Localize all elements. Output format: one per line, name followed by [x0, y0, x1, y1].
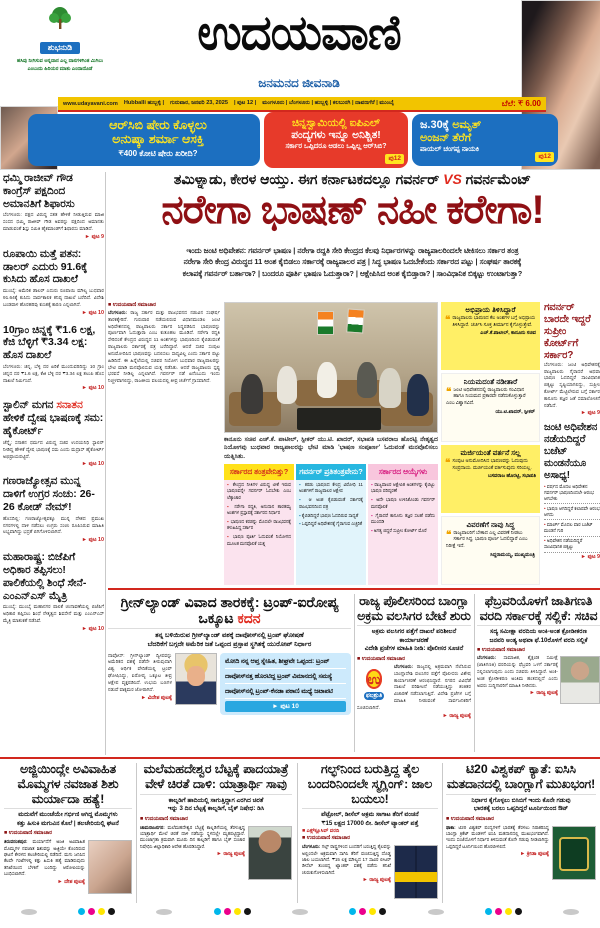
- bangladesh-crest-photo: [552, 826, 596, 880]
- india-flag-icon: [317, 311, 334, 335]
- quote-attribution: ಬಸವರಾಜ ಹೊರಟ್ಟಿ, ಸಭಾಪತಿ: [487, 473, 536, 480]
- page-jump-link[interactable]: ► ಪುಟ 9: [580, 410, 600, 417]
- masthead-tagline: ಜನಮನದ ಜೀವನಾಡಿ: [258, 76, 340, 90]
- person-silhouette: [277, 366, 297, 404]
- deck-line-2: ನರೇಗಾ ಸೇರಿ ಕೇಂದ್ರ ವಿರುದ್ಧದ 11 ಅಂಶ ಕೈಬಿಡಲು ಸರ್ಕಾರಕ್ಕೆ ರಾಜ್ಯಪಾಲರ ಪತ್ರ | ಸಿದ್ಧ ಭಾಷಣ ಓದಬೇಕೆಂದು ಸರ್ಕಾರದ ಪಟ್ಟು | ಸಂಘರ್ಷ ತಾರಕಕ್ಕೆ: [183, 257, 522, 267]
- person-silhouette: [379, 368, 401, 408]
- promo2-title-line1: ಚಿನ್ನಸ್ವಾಮಿಯಲ್ಲಿ ಐಪಿಎಲ್: [291, 117, 381, 129]
- exclusive-tag: ■ ಎಕ್ಸ್‌ಕ್ಲೂಸಿವ್ ವರದಿ: [302, 828, 340, 835]
- promo1-subtitle: ₹400 ಕೋಟಿ ಷೇರು ಖರೀದಿ?: [118, 148, 198, 158]
- article-deck: ಪೆಟ್ರೋಲ್, ಡೀಸೆಲ್ ಅಕ್ರಮ ಸಾಗಾಟ ತೆರಿಗೆ ವಂಚನೆ ₹15 ಲಕ್ಷದ 17000 ಲೀ. ಡೀಸೆಲ್ ಟ್ಯಾಂಕರ್ ಪತ್ತೆ: [302, 808, 438, 828]
- vs-label: VS: [443, 171, 462, 187]
- trump-photo: [175, 653, 217, 705]
- column-divider: [136, 763, 137, 903]
- quote-box-khader: [441, 373, 540, 443]
- page-jump-link[interactable]: ► ರಾಜ್ಯ ಪುಟಕ್ಕೆ: [216, 851, 245, 858]
- rail-body: ಚೆನ್ನೈ: ಸನಾತನ ಧರ್ಮದ ವಿರುದ್ಧ ಸಚಿವ ಉದಯನಿಧಿ ಸ್ಟಾಲಿನ್ ನೀಡಿದ್ದ ಹೇಳಿಕೆ ದ್ವೇಷ ಭಾಷಣಕ್ಕೆ ಸಮ ಎಂದು ಮದ್ರಾಸ್ ಹೈಕೋರ್ಟ್ ಅಭಿಪ್ರಾಯಪಟ್ಟಿದೆ.: [3, 439, 104, 459]
- article-deck: ನಿರ್ಧಾರ ಕೈಗೊಳ್ಳಲು ಬಿಸಿಬಿಗೆ ಇಂದು ಕೊನೇ ಗಡುವು ಭಾರತಕ್ಕೆ ಬರಲು ಒಪ್ಪದಿದ್ದರೆ ಟೂರ್ನಿಯಿಂದ ಔಟ್: [446, 794, 596, 814]
- rail-title: ರೂಪಾಯಿ ಮತ್ತೆ ಪತನ: ಡಾಲರ್ ಎದುರು 91.6ಕ್ಕೆ ಕುಸಿದು ಹೊಸ ದಾಖಲೆ: [3, 247, 88, 286]
- quote-box-horatti: [441, 445, 540, 513]
- deck-line-3: ಕಲಾಪಕ್ಕೆ ಗವರ್ನರ್ ಬರ್ತಾರಾ? | ಬಂದರೂ ಪೂರ್ತಿ ಭಾಷಣ ಓದುತ್ತಾರಾ? | ಆಕ್ಷೇಪಿಸಿದ ಅಂಶ ಕೈಬಿಡ್ತಾರಾ? | ಸಾಂವಿಧಾನಿಕ ಬಿಕ್ಕಟ್ಟು ಉಂಟಾಗುತ್ತಾ?: [182, 268, 523, 278]
- rail-title: ಧಮ್ಮಿ ರಾಜೀವ್ ಗೌಡ ಕಾಂಗ್ರೆಸ್ ಪಕ್ಷದಿಂದ ಅಮಾನತಿಗೆ ಶಿಫಾರಸು: [3, 172, 75, 210]
- udayavani-u-icon: ಉ: [367, 671, 381, 688]
- lead-dateline: ಬೆಂಗಳೂರು:: [108, 310, 131, 315]
- promo-ipl-chinnaswamy[interactable]: [264, 112, 408, 168]
- rail-item-stalin[interactable]: [3, 399, 104, 468]
- india-flag-icon: [346, 308, 365, 333]
- article-title: ಗ್ರೀನ್‌ಲ್ಯಾಂಡ್ ವಿವಾದ ತಾರಕಕ್ಕೆ: ಟ್ರಂಪ್-ಐರೋಪ್ಯ ಒಕ್ಕೂಟ ಕದನ: [120, 594, 339, 627]
- quote-text: ರಾಜ್ಯಪಾಲರು ಭಾಷಣದ ಕೆಲ ಅಂಶಗಳ ಬಗ್ಗೆ ಅಭಿಪ್ರಾಯ ತಿಳಿಸಿದ್ದಾರೆ. ಚರ್ಚಿಸಿ ಸೂಕ್ತ ತೀರ್ಮಾನ ಕೈಗೊಳ್ಳುತ್ತೇವೆ.: [452, 316, 536, 328]
- article-byline: ■ ಉದಯವಾಣಿ ಸಮಾಚಾರ: [477, 647, 526, 654]
- governor-meeting-photo: [224, 302, 438, 433]
- explainer-col-governor-counter: [296, 464, 366, 585]
- article-deck: ಕಾಲ್ನಡಿಗೆ ಹಾದಿಯಲ್ಲಿ ಸಾಗುತ್ತಿದ್ದಾಗ ಎರಗಿದ ಚಿರತೆ ಇನ್ನು 3 ದಿನ ಬೆಟ್ಟಕ್ಕೆ ಕಾಲ್ನಡಿಗೆ, ಬೈಕ್ ನಿಷೇಧ: ಡಿಸಿ: [140, 794, 292, 814]
- article-dateline: ಢಾಕಾ:: [446, 824, 459, 830]
- article-supreme-court[interactable]: [544, 302, 600, 417]
- lead-kicker: [108, 171, 597, 188]
- article-dateline: ಬೆಂಗಳೂರು:: [302, 844, 322, 850]
- promo3-subtitle: ಪಾಯಲ್ ಚಂಗಪ್ಪ ನಾಯಕಿ: [420, 146, 479, 154]
- article-dateline: ತಿರುವನಂತಪುರ:: [4, 839, 33, 845]
- title-highlight: ಕದನ: [237, 610, 261, 627]
- page-jump-link[interactable]: ► ರಾಜ್ಯ ಪುಟಕ್ಕೆ: [529, 690, 558, 697]
- rail-title: ಸ್ಟಾಲಿನ್ ಮಗನ ಸನಾತನ ಹೇಳಿಕೆ ದ್ವೇಷ ಭಾಷಣಕ್ಕೆ ಸಮ: ಹೈಕೋರ್ಟ್: [3, 399, 104, 438]
- explainer-bullets: ▪ ಕರಡು ಭಾಷಣದ ಕೇಂದ್ರ ವಿರೋಧಿ 11 ಅಂಶಗಳಿಗೆ ರಾಜ್ಯಪಾಲರ ಆಕ್ಷೇಪ ▪ ಆ ಅಂಶ ಕೈಬಿಡುವಂತೆ ಸರ್ಕಾರಕ್ಕೆ ರಾಜಭವನದಿಂದ ಪತ್ರ ▪ ಕೈಬಿಡದಿದ್ದರೆ ಭಾಷಣ ಓದದಿರುವ ಸಾಧ್ಯತೆ ▪ ಒಪ್ಪದಿದ್ದರೆ ಅಧಿವೇಶನಕ್ಕೆ ಗೈರಾಗುವ ಎಚ್ಚರಿಕೆ: [296, 480, 366, 585]
- quote-attribution: ಸಿದ್ದರಾಮಯ್ಯ, ಮುಖ್ಯಮಂತ್ರಿ: [490, 551, 535, 558]
- quote-icon: ❝: [445, 315, 451, 327]
- promo1-title-line1: ಆರ್‌ಸಿಬಿ ಷೇರು ಕೊಳ್ಳಲು: [109, 118, 207, 132]
- registration-ellipse: [21, 909, 37, 915]
- quote-text: ಜಂಟಿ ಅಧಿವೇಶನದಲ್ಲಿ ರಾಜ್ಯಪಾಲರು ಸಂವಿಧಾನ ಹಾಗೂ ನಿಯಮದ ಪ್ರಕಾರವೇ ನಡೆದುಕೊಳ್ಳುತ್ತಾರೆ ಎಂಬ ವಿಶ್ವಾಸವಿದೆ.: [446, 387, 526, 406]
- panel-item: ದಾವೋಸ್‌ನತ್ತ ಹೊರಟಿದ್ದ ಟ್ರಂಪ್ ವಿಮಾನದಲ್ಲಿ ಸಮಸ್ಯೆ: [225, 671, 346, 684]
- greenland-fact-panel: [220, 653, 351, 716]
- lead-story-text: [108, 302, 220, 585]
- column-divider: [297, 763, 298, 903]
- lead-body: ರಾಜ್ಯ ಸರ್ಕಾರ ಮತ್ತು ರಾಜಭವನದ ನಡುವಿನ ಸಂಘರ್ಷ ತಾರಕಕ್ಕೇರಿದೆ. ಗುರುವಾರ ನಡೆಯಲಿರುವ ವಿಧಾನಮಂಡಲ ಜಂಟಿ ಅಧಿವೇಶನದಲ್ಲಿ ರಾಜ್ಯಪಾಲರು ಸರ್ಕಾರ ಸಿದ್ಧಪಡಿಸಿದ ಭಾಷಣವನ್ನು ಪೂರ್ಣವಾಗಿ ಓದುತ್ತಾರಾ ಎಂಬ ಕುತೂಹಲ ಮೂಡಿದೆ. ನರೇಗಾ ರದ್ದತಿ ಸೇರಿದಂತೆ ಕೇಂದ್ರದ ವಿರುದ್ಧದ 11 ಅಂಶಗಳನ್ನು ಭಾಷಣದಿಂದ ಕೈಬಿಡುವಂತೆ ರಾಜ್ಯಪಾಲರು ಸರ್ಕಾರಕ್ಕೆ ಪತ್ರ ಬರೆದಿದ್ದಾರೆ. ಆದರೆ ಸಚಿವ ಸಂಪುಟ ಅನುಮೋದಿಸಿದ ಭಾಷಣವನ್ನು ಬದಲಿಸಲು ಸಾಧ್ಯವಿಲ್ಲ ಎಂದು ಸರ್ಕಾರ ಪಟ್ಟು ಹಿಡಿದಿದೆ. ಈ ಹಿನ್ನೆಲೆಯಲ್ಲಿ ಸಚಿವರ ನಿಯೋಗ ಬುಧವಾರ ರಾಜ್ಯಪಾಲರನ್ನು ಭೇಟಿ ಮಾಡಿ ಮನವೊಲಿಸುವ ಯತ್ನ ನಡೆಸಿತು. ಆದರೆ ರಾಜ್ಯಪಾಲರು ಸ್ಪಷ್ಟ ಭರವಸೆ ನೀಡಿಲ್ಲ ಎನ್ನಲಾಗಿದೆ. ಗವರ್ನರ್ ನಡೆ ಏನೆಂಬುದು ಇಂದು ನಿಚ್ಚಳವಾಗಲಿದ್ದು, ರಾಜಕೀಯ ವಲಯದಲ್ಲಿ ತೀವ್ರ ಚರ್ಚೆಗೆ ಗ್ರಾಸವಾಗಿದೆ.: [108, 310, 220, 384]
- quote-text: ರಾಜ್ಯಪಾಲರಿಗೆ ಬೇಕಾದ ಎಲ್ಲ ವಿವರಣೆ ನೀಡಲು ಸರ್ಕಾರ ಸಿದ್ಧ. ಭಾಷಣ ಪೂರ್ಣ ಓದಲಿದ್ದಾರೆ ಎಂಬ ನಿರೀಕ್ಷೆ ಇದೆ.: [446, 530, 528, 549]
- person-silhouette: [357, 362, 377, 398]
- reaction-quotes-column: [441, 302, 540, 585]
- quote-headline: ಮರ್ಜಿಯಂತೆ ವರ್ತನೆ ಸಲ್ಲ: [460, 448, 521, 457]
- rail-body: ಹೊಸದಿಲ್ಲಿ: ಗಣರಾಜ್ಯೋತ್ಸವಕ್ಕೂ ಮುನ್ನ ದೇಶದ ಪ್ರಮುಖ ನಗರಗಳಲ್ಲಿ ದಾಳಿ ನಡೆಸಲು ಉಗ್ರರು ಸಂಚು ರೂಪಿಸಿರುವ ಮಾಹಿತಿ ಲಭ್ಯವಾಗಿದ್ದು ಭದ್ರತೆ ಬಿಗಿಗೊಳಿಸಲಾಗಿದೆ.: [3, 515, 104, 535]
- tree-logo-icon: [47, 19, 73, 36]
- section-divider: [108, 588, 600, 590]
- column-divider: [442, 763, 443, 903]
- article-title: ಅಜ್ಜಿಯಿಂದ್ಲೇ ಅವಿವಾಹಿತ ಮೊಮ್ಮಗಳ ನವಜಾತ ಶಿಶು ಮರ್ಯಾದಾ ಹತ್ಯೆ!: [17, 762, 119, 806]
- page-jump-link[interactable]: ► ರಾಜ್ಯ ಪುಟಕ್ಕೆ: [362, 877, 391, 884]
- article-dateline: ಚಾಮರಾಜನಗರ:: [140, 824, 168, 830]
- victim-photo: [248, 826, 292, 880]
- right-news-rail: [544, 302, 600, 585]
- page-jump-link[interactable]: ► ಕ್ರೀಡಾ ಪುಟಕ್ಕೆ: [519, 851, 549, 858]
- left-news-rail: [3, 172, 104, 755]
- explainer-header: ಸರ್ಕಾರದ ತಂತ್ರವೇನಿತ್ತು?: [224, 464, 294, 480]
- lead-headline: ನರೇಗಾ ಭಾಷಣ್ ನಹೀ ಕರೇಗಾ!: [161, 188, 544, 232]
- registration-ellipse: [428, 909, 444, 915]
- page-jump-link[interactable]: ► ಪುಟ 10: [225, 701, 346, 712]
- article-body: ಮಲೆಮಹದೇಶ್ವರ ಬೆಟ್ಟಕ್ಕೆ ಕಾಲ್ನಡಿಗೆಯಲ್ಲಿ ತೆರಳುತ್ತಿದ್ದ ಯಾತ್ರಾರ್ಥಿ ಮೇಲೆ ಚಿರತೆ ದಾಳಿ ನಡೆಸಿದ್ದು ಸ್ಥಳದಲ್ಲೇ ಮೃತಪಟ್ಟಿದ್ದಾರೆ. ಮುಂಜಾಗ್ರತಾ ಕ್ರಮವಾಗಿ ಮೂರು ದಿನ ಕಾಲ್ನಡಿಗೆ ಹಾಗೂ ಬೈಕ್ ಸಂಚಾರ ನಿಷೇಧಿಸಿ ಜಿಲ್ಲಾಧಿಕಾರಿ ಆದೇಶ ಹೊರಡಿಸಿದ್ದಾರೆ.: [140, 824, 246, 849]
- quote-box-patil: [441, 302, 540, 370]
- quote-headline: ವಿವರಣೆಗೆ ನಾವು ಸಿದ್ಧ: [466, 519, 515, 529]
- article-byline: ■ ಉದಯವಾಣಿ ಸಮಾಚಾರ: [446, 815, 495, 822]
- article-body: ಬೆಂಗಳೂರು: ಜಂಟಿ ಅಧಿವೇಶನಕ್ಕೆ ರಾಜ್ಯಪಾಲರು ಗೈರಾದರೆ ಅಥವಾ ಭಾಷಣ ಓದದಿದ್ದರೆ ಸಾಂವಿಧಾನಿಕ ಬಿಕ್ಕಟ್ಟು ಸೃಷ್ಟಿಯಾಗಲಿದ್ದು, ಸುಪ್ರೀಂ ಕೋರ್ಟ್ ಮೆಟ್ಟಿಲೇರುವ ಬಗ್ಗೆ ಸರ್ಕಾರ ಕಾನೂನು ತಜ್ಞರ ಜತೆ ಸಮಾಲೋಚನೆ ನಡೆಸಿದೆ.: [544, 361, 600, 408]
- registration-ellipse: [156, 909, 172, 915]
- print-registration-marks: [0, 908, 600, 915]
- cmyk-dots: [485, 908, 522, 915]
- promo2-title-line2: ಪಂದ್ಯಗಳು ಇನ್ನೂ ಅನಿಶ್ಚಿತ!: [291, 129, 381, 142]
- page-jump-link[interactable]: ► ಪುಟ 10: [81, 537, 104, 544]
- article-title: ಟಿ20 ವಿಶ್ವಕಪ್ ಕ್ಯಾತೆ: ಐಸಿಸಿ ಮತದಾನದಲ್ಲಿ ಬಾಂಗ್ಲಾಗೆ ಮುಖಭಂಗ!: [446, 762, 596, 791]
- rail-body: ಬೆಂಗಳೂರು: ಪಕ್ಷದ ವಿರುದ್ಧ ಸತತ ಹೇಳಿಕೆ ನೀಡುತ್ತಿರುವ ಮಾಜಿ ಸಂಸದ ಧಮ್ಮಿ ರಾಜೀವ್ ಗೌಡ ಅವರನ್ನು ಪಕ್ಷದಿಂದ ಅಮಾನತು ಮಾಡುವಂತೆ ಶಿಸ್ತು ಸಮಿತಿ ಹೈಕಮಾಂಡ್‌ಗೆ ಶಿಫಾರಸು ಮಾಡಿದೆ.: [3, 212, 104, 232]
- rail-item-rupee[interactable]: [3, 248, 104, 317]
- kicker-pre: ತಮಿಳ್ನಾಡು, ಕೇರಳ ಆಯ್ತು. ಈಗ ಕರ್ನಾಟಕದಲ್ಲೂ ಗವರ್ನರ್: [173, 171, 444, 187]
- page-jump-link[interactable]: ► ವಿದೇಶ ಪುಟಕ್ಕೆ: [140, 694, 172, 701]
- page-jump-link[interactable]: ► ದೇಶ ಪುಟಕ್ಕೆ: [57, 878, 85, 885]
- article-title: ಫೆಬ್ರವರಿಯೊಳಗೆ ಜಾತಿಗಣತಿ ವರದಿ ಸರ್ಕಾರಕ್ಕೆ ಸಲ್ಲಿಕೆ: ಸಚಿವ: [479, 594, 598, 623]
- article-leopard-attack[interactable]: [140, 762, 292, 905]
- section-divider: [0, 757, 600, 759]
- article-bullets: • ವರ್ಷದ ಮೊದಲ ಅಧಿವೇಶನ ಗವರ್ನರ್ ಭಾಷಣದಿಂದಲೇ ಆರಂಭ ಆಗಬೇಕು • ಭಾಷಣ ಆಗದಿದ್ದರೆ ಕಲಾಪವೇ ಆರಂಭ ಆಗದು • ಮಾರ್ಚ್ ಮೊದಲ ವಾರ ಬಜೆಟ್ ಮಂಡನೆ ಗುರಿ • ಅಧಿವೇಶನ ನಡೆಯದಿದ್ದರೆ ಸಾಂವಿಧಾನಿಕ ಬಿಕ್ಕಟ್ಟು: [544, 482, 600, 553]
- article-t20-worldcup[interactable]: [446, 762, 596, 905]
- explainer-bullets: ▪ ಕೇಂದ್ರದ ನೀತಿಗಳ ವಿರುದ್ಧ ಟೀಕೆ ಇರುವ ಭಾಷಣವನ್ನೇ ಗವರ್ನರ್ ಓದಬೇಕು ಎಂಬ ಲೆಕ್ಕಾಚಾರ ▪ ನರೇಗಾ ರದ್ದತಿ, ಅನುದಾನ ತಾರತಮ್ಯ ಅಂಶಗಳ ಪ್ರಸ್ತಾಪಕ್ಕೆ ಸರ್ಕಾರದ ನಿರ್ಧಾರ ▪ ಭಾಷಣದ ಕರಡನ್ನು ಮೊದಲೇ ರಾಜಭವನಕ್ಕೆ ಕಳುಹಿಸಿದ್ದ ಸರ್ಕಾರ ▪ ಭಾಷಣ ಪೂರ್ತಿ ಓದುವಂತೆ ನಿಯೋಗದ ಮೂಲಕ ಮನವೊಲಿಕೆ ಯತ್ನ: [224, 480, 294, 585]
- quote-text: ಸಂಪುಟ ಅನುಮೋದಿಸಿದ ಭಾಷಣವನ್ನು ಓದುವುದು ಸಂಪ್ರದಾಯ. ಮರ್ಜಿಯಂತೆ ವರ್ತಿಸುವುದು ಸರಿಯಲ್ಲ.: [452, 459, 532, 471]
- promo-anushka-rcb[interactable]: [28, 114, 260, 166]
- rail-body: ಮುಂಬೈ: ಮುಂಬೈ ಮಹಾನಗರ ಪಾಲಿಕೆ ಚುನಾವಣೆಯಲ್ಲಿ ಬಿಜೆಪಿಗೆ ಅಧಿಕಾರ ತಪ್ಪಿಸಲು ಶಿಂಧೆ ನೇತೃತ್ವದ ಶಿವಸೇನೆ ಮತ್ತು ಎಂಎನ್‌ಎಸ್ ಮೈತ್ರಿ ಮಾತುಕತೆ ನಡೆಸಿವೆ.: [3, 604, 104, 623]
- explainer-bullets: ▪ ರಾಜ್ಯಪಾಲರ ಆಕ್ಷೇಪಿತ ಅಂಶಗಳನ್ನು ಕೈಬಿಟ್ಟು ಭಾಷಣ ಪರಿಷ್ಕರಣೆ ▪ ಅದೇ ಭಾಷಣ ಉಳಿಸಿಕೊಂಡು ಗವರ್ನರ್ ಮನವೊಲಿಕೆ ▪ ಗೈರಾದರೆ ಕಾನೂನು ತಜ್ಞರ ಸಲಹೆ ಪಡೆದು ಮುಂದಡಿ ▪ ಅಗತ್ಯ ಬಿದ್ದರೆ ಸುಪ್ರೀಂ ಕೋರ್ಟ್ ಮೊರೆ: [368, 480, 438, 585]
- page-jump-link[interactable]: ► ಪುಟ 10: [81, 625, 104, 632]
- article-deck: ಸದ್ಯ ಸಮೀಕ್ಷಾ ವರದಿಯ ಅಂಕಿ-ಅಂಶ ಕ್ರೋಡೀಕರಣ ಜನವರಿ ಅಂತ್ಯ ಅಥವಾ ಫೆ.10ರೊಳಗೆ ವರದಿ ಸಲ್ಲಿಕೆ: [477, 625, 600, 645]
- panel-item: ಮೋದಿ ನನ್ನ ಆಪ್ತ ಸ್ನೇಹಿತ, ಶೀಘ್ರವೇ ಒಪ್ಪಂದ: ಟ್ರಂಪ್: [225, 656, 346, 669]
- promo1-title-line2: ಅನುಷ್ಕಾ ಶರ್ಮಾ ಆಸಕ್ತಿ: [112, 132, 204, 147]
- promo2-page-badge[interactable]: ಪು12: [385, 154, 404, 164]
- explainer-box: [224, 464, 438, 585]
- quote-box-text: ಹಸಿವು ನೀಗಿಸುವ ಅನ್ನದಾನ ಎಲ್ಲ ದಾನಗಳಿಗಿಂತ ಮಿಗಿಲು ಎಂಬುದು ಹಿರಿಯರ ಮಾತು ಎಂದಾದೊಡೆ: [16, 58, 104, 72]
- daily-quote-box: [8, 6, 112, 98]
- lead-byline: ■ ಉದಯವಾಣಿ ಸಮಾಚಾರ: [108, 302, 157, 308]
- registration-ellipse: [563, 909, 579, 915]
- column-divider: [474, 594, 475, 752]
- article-caste-census[interactable]: [477, 594, 600, 752]
- article-title: ಗವರ್ನರ್ ಬಾರದೇ ಇದ್ದರೆ ಸುಪ್ರೀಂ ಕೋರ್ಟ್‌ಗೆ ಸರ್ಕಾರ?: [544, 302, 591, 361]
- lead-deck: [108, 245, 597, 279]
- minister-photo: [560, 656, 600, 704]
- website-link[interactable]: www.udayavani.com: [63, 100, 118, 107]
- article-oil-smuggling[interactable]: [302, 762, 438, 905]
- article-deck: ಮದುವೆಗೆ ಮುಂಚೆಯೇ ಗರ್ಭಿಣಿ ಆಗಿದ್ದ ಮೊಮ್ಮಗಳು ಕತ್ತು ಹಿಸುಕಿ ಮಗುವಿನ ಕೊಲೆ | ತಲಚೇರಿಯಲ್ಲಿ ಘಟನೆ: [4, 808, 132, 828]
- article-title: ಜಂಟಿ ಅಧಿವೇಶನ ನಡೆಯದಿದ್ದರೆ ಬಜೆಟ್ ಮಂಡನೆಯೂ ಅಸಾಧ್ಯ!: [544, 422, 598, 482]
- phalashruti-badge: [357, 666, 391, 701]
- article-body: ಗಲ್ಫ್ ರಾಷ್ಟ್ರಗಳಿಂದ ಬಂದರಿಗೆ ಬರುತ್ತಿದ್ದ ತೈಲವನ್ನು ಅಲ್ಲಿಂದಲೇ ಅಕ್ರಮವಾಗಿ ಸಾಗಿಸಿ ತೆರಿಗೆ ವಂಚಿಸುತ್ತಿದ್ದ ದೊಡ್ಡ ಜಾಲ ಬಯಲಾಗಿದೆ. ₹15 ಲಕ್ಷ ಮೌಲ್ಯದ 17 ಸಾವಿರ ಲೀಟರ್ ಡೀಸೆಲ್ ತುಂಬಿದ್ದ ಟ್ಯಾಂಕರ್ ವಶಕ್ಕೆ ಪಡೆದು ತನಿಖೆ ಚುರುಕುಗೊಳಿಸಲಾಗಿದೆ.: [302, 844, 391, 875]
- article-deck: ತನ್ನ ಬಳಿಯಿರುವ ಗ್ರೀನ್‌ಲ್ಯಾಂಡ್ ವಶಕ್ಕೆ ದಾವೋಸ್‌ನಲ್ಲಿ ಟ್ರಂಪ್ ಘೋಷಣೆ ಬೆದರಿಕೆಗೆ ಬಗ್ಗದೇ ಅಮೆರಿಕ ಜತೆ ಒಪ್ಪಂದ ಪ್ರಸ್ತಾಪ ಸ್ಥಗಿತಕ್ಕೆ ಯುರೋಪ್ ನಿರ್ಧಾರ: [108, 628, 351, 649]
- article-body: ದಾವೋಸ್: ಗ್ರೀನ್‌ಲ್ಯಾಂಡ್ ದ್ವೀಪವನ್ನು ಅಮೆರಿಕದ ವಶಕ್ಕೆ ಪಡೆದೇ ತೀರುವುದಾಗಿ ವಿಶ್ವ ಆರ್ಥಿಕ ವೇದಿಕೆಯಲ್ಲಿ ಟ್ರಂಪ್ ಘೋಷಿಸಿದ್ದು, ಐರೋಪ್ಯ ಒಕ್ಕೂಟ ತೀವ್ರ ಆಕ್ಷೇಪ ವ್ಯಕ್ತಪಡಿಸಿದೆ. ಉಭಯ ಬಣಗಳ ನಡುವೆ ವಾಕ್ಸಮರ ಜೋರಾಗಿದೆ.: [108, 652, 172, 692]
- masthead-title: ಉದಯವಾಣಿ: [197, 7, 401, 60]
- article-body: ಸಾಮಾಜಿಕ, ಶೈಕ್ಷಣಿಕ ಸಮೀಕ್ಷೆ (ಜಾತಿಗಣತಿ) ವರದಿಯನ್ನು ಫೆಬ್ರವರಿ ಒಳಗೆ ಸರ್ಕಾರಕ್ಕೆ ಸಲ್ಲಿಸಲಾಗುವುದು ಎಂದು ಸಚಿವರು ತಿಳಿಸಿದ್ದಾರೆ. ಅಂಕಿ-ಅಂಶ ಕ್ರೋಡೀಕರಣ ಅಂತಿಮ ಹಂತದಲ್ಲಿದೆ ಎಂದು ಅವರು ಸುದ್ದಿಗಾರರಿಗೆ ಮಾಹಿತಿ ನೀಡಿದರು.: [477, 655, 559, 688]
- article-dateline: ಬೆಂಗಳೂರು:: [477, 655, 504, 661]
- article-byline: ■ ಉದಯವಾಣಿ ಸಮಾಚಾರ: [357, 656, 406, 663]
- column-divider: [354, 594, 355, 752]
- rail-title: ಮಹಾರಾಷ್ಟ್ರ: ಬಿಜೆಪಿಗೆ ಅಧಿಕಾರ ತಪ್ಪಿಸಲು! ಪಾಲಿಕೆಯಲ್ಲಿ ಶಿಂಧೆ ಸೇನೆ-ಎಂಎನ್‌ಎಸ್ ಮೈತ್ರಿ: [3, 551, 87, 602]
- promo-movie-release[interactable]: [412, 114, 558, 166]
- article-byline: ■ ಉದಯವಾಣಿ ಸಮಾಚಾರ: [140, 815, 189, 822]
- explainer-col-govt-options: [368, 464, 438, 585]
- deck-line-1: ಇಂದು ಜಂಟಿ ಅಧಿವೇಶನ: ಗವರ್ನರ್ ಭಾಷಣ | ನರೇಗಾ ರದ್ದತಿ ಸೇರಿ ಕೇಂದ್ರದ ಕೆಲವು ನಿರ್ಧಾರಗಳನ್ನು ರಾಜ್ಯಪಾಲರಿಂದಲೇ ಟೀಕಿಸಲು ಸರ್ಕಾರ ತಂತ್ರ: [186, 246, 519, 255]
- page-jump-link[interactable]: ► ಪುಟ 9: [84, 233, 104, 240]
- quote-box-label: ಶುಭನುಡಿ: [40, 42, 80, 54]
- rail-title: 10ಗ್ರಾಂ ಚಿನ್ನಕ್ಕೆ ₹1.6 ಲಕ್ಷ, ಕೆಜಿ ಬೆಳ್ಳಿಗೆ ₹3.34 ಲಕ್ಷ: ಹೊಸ ದಾಖಲೆ: [3, 323, 96, 362]
- rail-divider: [105, 172, 106, 755]
- rail-item-gold[interactable]: [3, 324, 104, 393]
- quote-icon: ❝: [446, 386, 452, 398]
- article-title: ರಾಜ್ಯ ಪೊಲೀಸರಿಂದ ಬಾಂಗ್ಲಾ ಅಕ್ರಮ ವಲಸಿಗರ ಬೇಟೆ ಶುರು: [357, 594, 471, 623]
- article-body: ಮರ್ಯಾದೆಗೆ ಅಂಜಿ ಅವಿವಾಹಿತ ಮೊಮ್ಮಗಳ ನವಜಾತ ಶಿಶುವನ್ನು ಅಜ್ಜಿಯೇ ಕೊಂದಿರುವ ಘಟನೆ ಕೇರಳದ ತಲಚೇರಿಯಲ್ಲಿ ನಡೆದಿದೆ. ಮಗು ಜನಿಸಿದ ಕೆಲವೇ ಗಂಟೆಗಳಲ್ಲಿ ಕತ್ತು ಹಿಸುಕಿ ಹತ್ಯೆ ಮಾಡಿರುವುದು ತನಿಖೆಯಿಂದ ಬೆಳಕಿಗೆ ಬಂದಿದ್ದು ಆರೋಪಿಯನ್ನು ಬಂಧಿಸಲಾಗಿದೆ.: [4, 839, 85, 877]
- price-label: ಬೆಲೆ: ₹ 6.00: [501, 98, 541, 108]
- quote-attribution: ಯು.ಟಿ.ಖಾದರ್, ಸ್ಪೀಕರ್: [495, 408, 535, 415]
- article-body: ರಾಜ್ಯದಲ್ಲಿ ಅಕ್ರಮವಾಗಿ ನೆಲೆಸಿರುವ ಬಾಂಗ್ಲಾದೇಶಿ ವಲಸಿಗರ ಪತ್ತೆಗೆ ಪೊಲೀಸರು ವಿಶೇಷ ಕಾರ್ಯಾಚರಣೆ ಆರಂಭಿಸಿದ್ದಾರೆ. ನಗರದ ವಿವಿಧೆಡೆ ದಾಖಲೆ ಪರಿಶೀಲನೆ ನಡೆಯುತ್ತಿದ್ದು ಶಂಕಿತರ ವಿಚಾರಣೆ ನಡೆಸಲಾಗುತ್ತಿದೆ. ವಿದೇಶಿ ಪ್ರಜೆಗಳ ಬಗ್ಗೆ ಮಾಹಿತಿ ನೀಡುವಂತೆ ಸಾರ್ವಜನಿಕರಿಗೆ ಸೂಚಿಸಲಾಗಿದೆ.: [357, 664, 471, 710]
- quote-box-cm: [441, 516, 540, 586]
- article-deck: ಅಕ್ರಮ ವಲಸಿಗರ ಪತ್ತೆಗೆ ದಾಖಲೆ ಪರಿಶೀಲನೆ ಕಾರ್ಯಾಚರಣೆ ವಿದೇಶಿ ಪ್ರಜೆಗಳ ಮಾಹಿತಿ ನೀಡಿ: ಪೊಲೀಸರ ಸೂಚನೆ: [357, 625, 471, 654]
- rail-body: ಮುಂಬೈ: ಅಮೆರಿಕ ಡಾಲರ್ ಎದುರು ರೂಪಾಯಿ ಮೌಲ್ಯ ಬುಧವಾರ 91.64ಕ್ಕೆ ಕುಸಿದು ಸಾರ್ವಕಾಲಿಕ ಕನಿಷ್ಠ ದಾಖಲೆ ಬರೆದಿದೆ. ವಿದೇಶಿ ಬಂಡವಾಳ ಹೊರಹರಿವು ಕುಸಿತಕ್ಕೆ ಕಾರಣ ಎನ್ನಲಾಗಿದೆ.: [3, 288, 104, 307]
- baby-photo: [88, 840, 132, 894]
- article-byline: ■ ಉದಯವಾಣಿ ಸಮಾಚಾರ: [4, 830, 53, 837]
- article-dateline: ಬೆಂಗಳೂರು:: [394, 664, 417, 670]
- explainer-col-govt-plan: [224, 464, 294, 585]
- person-silhouette: [241, 374, 263, 414]
- person-silhouette: [317, 362, 337, 398]
- page-jump-link[interactable]: ► ಪುಟ 10: [81, 385, 104, 392]
- article-greenland[interactable]: [108, 594, 351, 752]
- quote-headline: ನಿಯಮದಂತೆ ನಡೀತಾರೆ: [463, 376, 518, 386]
- article-byline: ■ ಉದಯವಾಣಿ ಸಮಾಚಾರ: [302, 835, 351, 842]
- panel-item: ದಾವೋಸ್‌ನಲ್ಲಿ ಟ್ರಂಪ್-ಕೆನಡಾ ಪಠಾಣಿ ಮಧ್ಯೆ ಜಟಾಪಟಿ: [225, 686, 346, 699]
- rail-title: ಗಣರಾಜ್ಯೋತ್ಸವ ಮುನ್ನ ದಾಳಿಗೆ ಉಗ್ರರ ಸಂಚು: 26-26 ಕೋಡ್ ನೇಮ್!: [3, 475, 95, 513]
- article-title: ಮಲೆಮಹದೇಶ್ವರ ಬೆಟ್ಟಕ್ಕೆ ಪಾದಯಾತ್ರೆ ವೇಳೆ ಚಿರತೆ ದಾಳಿ: ಯಾತ್ರಾರ್ಥಿ ಸಾವು: [143, 762, 289, 791]
- photo-caption: ಕಾನೂನು ಸಚಿವ ಎಚ್.ಕೆ. ಪಾಟೀಲ್, ಸ್ಪೀಕರ್ ಯು.ಟಿ. ಖಾದರ್, ಸಭಾಪತಿ ಬಸವರಾಜ ಹೊರಟ್ಟಿ ನೇತೃತ್ವದ ನಿಯೋಗವು ಬುಧವಾರ ರಾಜ್ಯಪಾಲರನ್ನು ಭೇಟಿ ಮಾಡಿ 'ಭಾಷಣ ಸಂಪೂರ್ಣ' ಓದುವಂತೆ ಮನವೊಲಿಸಲು ಯತ್ನಿಸಿತು.: [224, 436, 438, 460]
- rail-body: ಬೆಂಗಳೂರು: ಚಿನ್ನ, ಬೆಳ್ಳಿ ದರ ಏರಿಕೆ ಮುಂದುವರಿದಿದ್ದು 10 ಗ್ರಾಂ ಚಿನ್ನದ ದರ ₹1.6 ಲಕ್ಷ, ಕೆಜಿ ಬೆಳ್ಳಿ ದರ ₹3.34 ಲಕ್ಷ ತಲುಪಿ ಹೊಸ ದಾಖಲೆ ನಿರ್ಮಿಸಿದೆ.: [3, 364, 104, 383]
- table-shape: [297, 408, 381, 430]
- cmyk-dots: [214, 908, 251, 915]
- quote-icon: ❝: [445, 458, 451, 470]
- issue-date: ಗುರುವಾರ, ಜನವರಿ 23, 2025: [170, 100, 228, 106]
- person-silhouette: [407, 374, 429, 416]
- phalashruti-label: ಫಲಶ್ರುತಿ: [365, 693, 383, 700]
- quote-icon: ❝: [446, 529, 452, 541]
- promo2-subtitle: ಸರ್ಕಾರ ಒಪ್ಪಿದರೂ ಆಡಲು ಒಪ್ಪಿಲ್ಲ ಆರ್‌ಸಿಬಿ?: [285, 143, 387, 151]
- quote-attribution: ಎಚ್.ಕೆ.ಪಾಟೀಲ್, ಕಾನೂನು ಸಚಿವ: [480, 330, 536, 337]
- page-jump-link[interactable]: ► ಪುಟ 10: [81, 461, 104, 468]
- rail-item-maharashtra[interactable]: [3, 551, 104, 633]
- kicker-post: ಗವರ್ನಮೆಂಟ್: [461, 171, 532, 187]
- promo3-page-badge[interactable]: ಪು12: [535, 152, 554, 162]
- page-jump-link[interactable]: ► ಪುಟ 10: [81, 309, 104, 316]
- oil-tanker-photo: [394, 845, 438, 899]
- promo3-title-name: ಅಮೃತ್: [452, 119, 482, 131]
- article-title: ಗಲ್ಫ್‌ನಿಂದ ಬರುತ್ತಿದ್ದ ತೈಲ ಬಂದರಿನಿಂದಲೇ ಸ್ಮಗ್ಲಿಂಗ್: ಜಾಲ ಬಯಲು!: [307, 762, 433, 806]
- cmyk-dots: [78, 908, 115, 915]
- article-body: ಟಿ20 ವಿಶ್ವಕಪ್ ಪಂದ್ಯಗಳಿಗೆ ಭಾರತಕ್ಕೆ ತೆರಳಲು ನಿರಾಕರಿಸಿದ್ದ ಬಾಂಗ್ಲಾ ಕ್ರಿಕೆಟ್ ಮಂಡಳಿಗೆ ಐಸಿಸಿ ಮತದಾನದಲ್ಲಿ ಮುಖಭಂಗವಾಗಿದೆ. ಇಂದು ಸಂಜೆಯೊಳಗೆ ನಿರ್ಧಾರ ತಿಳಿಸುವಂತೆ ಕೊನೇ ಗಡುವು ನೀಡಲಾಗಿದ್ದು ಒಪ್ಪದಿದ್ದರೆ ಟೂರ್ನಿಯಿಂದ ಹೊರಬೀಳಲಿದೆ.: [446, 824, 549, 849]
- rail-item-suspension[interactable]: [3, 172, 104, 241]
- article-honour-killing[interactable]: [4, 762, 132, 905]
- registration-ellipse: [292, 909, 308, 915]
- cmyk-dots: [349, 908, 386, 915]
- page-count: | ಪುಟ 12 |: [233, 100, 257, 106]
- quote-headline: ಅಭಿಪ್ರಾಯ ತಿಳಿಸಿದ್ದಾರೆ: [465, 305, 516, 314]
- dateline-strip: [58, 97, 546, 112]
- edition-cities: ಮಂಗಳೂರು | ಬೆಂಗಳೂರು | ಹುಬ್ಬಳ್ಳಿ | ಕಲಬುರಗಿ | ದಾವಣಗೆರೆ | ಮುಂಬೈ: [262, 100, 394, 106]
- article-bangla-migrants[interactable]: [357, 594, 471, 752]
- edition-label: Hubballi ಹುಬ್ಬಳ್ಳಿ |: [123, 100, 165, 106]
- page-jump-link[interactable]: ► ಪುಟ 9: [580, 553, 600, 560]
- explainer-header: ಸರ್ಕಾರದ ಆಯ್ಕೆಗಳು: [368, 464, 438, 480]
- rail-item-terror-plot[interactable]: [3, 475, 104, 544]
- promo3-title-line2: ಅಂಜನ್ ತೆರೆಗೆ: [420, 131, 472, 144]
- page-jump-link[interactable]: ► ರಾಜ್ಯ ಪುಟಕ್ಕೆ: [442, 712, 471, 719]
- article-budget-risk[interactable]: [544, 422, 600, 560]
- explainer-header: ಗವರ್ನರ್ ಪ್ರತಿತಂತ್ರವೇನು?: [296, 464, 366, 480]
- promo3-title-date: ಜ.30ಕ್ಕೆ: [420, 119, 453, 131]
